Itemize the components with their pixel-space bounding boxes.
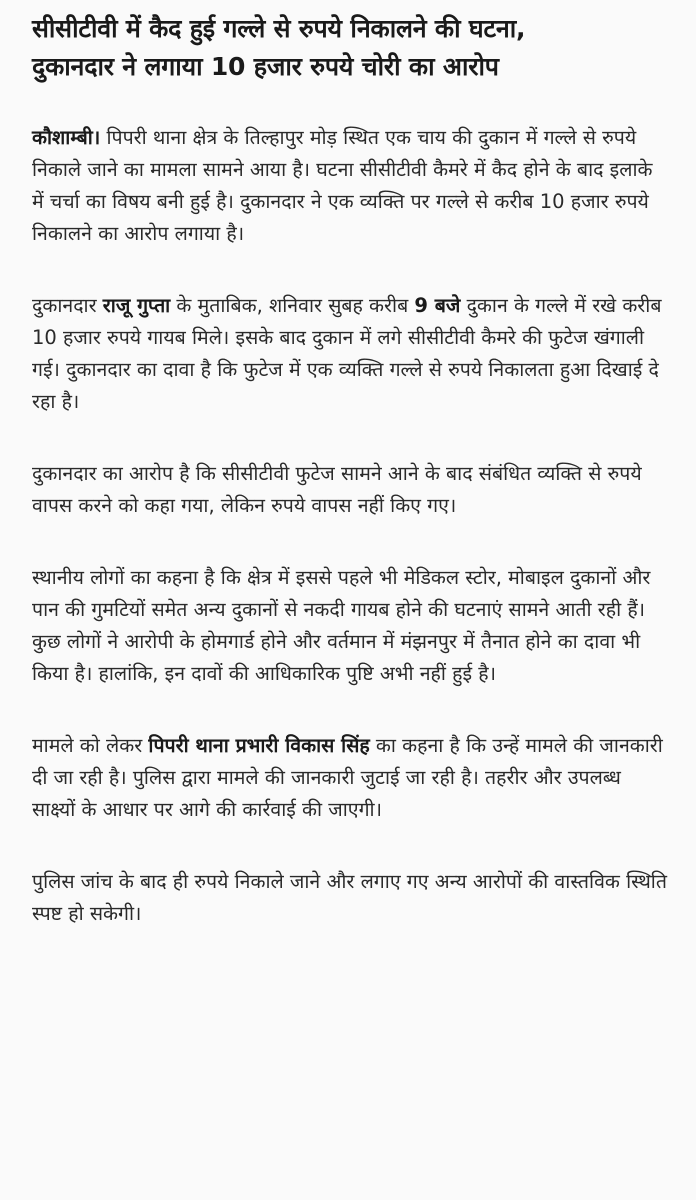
paragraph-5-text-a: मामले को लेकर [32, 734, 149, 757]
police-official-name: पिपरी थाना प्रभारी विकास सिंह [148, 734, 370, 757]
headline-line-2: दुकानदार ने लगाया 10 हजार रुपये चोरी का आरोप [32, 52, 499, 81]
paragraph-3: दुकानदार का आरोप है कि सीसीटीवी फुटेज सामने आने के बाद संबंधित व्यक्ति से रुपये वापस करने को कहा गया, लेकिन रुपये वापस नहीं किए गए। [32, 462, 642, 517]
paragraph-2-text-a: दुकानदार [32, 294, 103, 317]
dateline: कौशाम्बी। [32, 126, 101, 149]
paragraph-5 [32, 730, 668, 826]
incident-time: 9 बजे [414, 294, 461, 317]
headline-line-1: सीसीटीवी में कैद हुई गल्ले से रुपये निकालने की घटना, [32, 14, 526, 43]
paragraph-2-text-b: के मुताबिक, शनिवार सुबह करीब [170, 294, 415, 317]
paragraph-1-text: पिपरी थाना क्षेत्र के तिल्हापुर मोड़ स्थित एक चाय की दुकान में गल्ले से रुपये निकाले जाने का मामला सामने आया है। घटना सीसीटीवी कैमरे में कैद होने के बाद इलाके में चर्चा का विषय बनी हुई है। दुकानदार ने एक व्यक्ति पर गल्ले से करीब 10 हजार रुपये निकालने का आरोप लगाया है। [32, 126, 653, 245]
paragraph-2 [32, 290, 668, 418]
paragraph-5-text-b: का कहना है कि उन्हें मामले की जानकारी दी जा रही है। पुलिस द्वारा मामले की जानकारी जुटाई जा रही है। तहरीर और उपलब्ध साक्ष्यों के आधार पर आगे की कार्रवाई की जाएगी। [32, 734, 663, 821]
paragraph-2-text-c: दुकान के गल्ले में रखे करीब 10 हजार रुपये गायब मिले। इसके बाद दुकान में लगे सीसीटीवी कैमरे की फुटेज खंगाली गई। दुकानदार का दावा है कि फुटेज में एक व्यक्ति गल्ले से रुपये निकालता हुआ दिखाई दे रहा है। [32, 294, 662, 413]
article-headline [32, 10, 668, 86]
paragraph-1 [32, 122, 668, 250]
paragraph-4: स्थानीय लोगों का कहना है कि क्षेत्र में इससे पहले भी मेडिकल स्टोर, मोबाइल दुकानों और पान की गुमटियों समेत अन्य दुकानों से नकदी गायब होने की घटनाएं सामने आती रही हैं। कुछ लोगों ने आरोपी के होमगार्ड होने और वर्तमान में मंझनपुर में तैनात होने का दावा भी किया है। हालांकि, इन दावों की आधिकारिक पुष्टि अभी नहीं हुई है। [32, 566, 651, 685]
shopkeeper-name: राजू गुप्ता [102, 294, 171, 317]
paragraph-6: पुलिस जांच के बाद ही रुपये निकाले जाने और लगाए गए अन्य आरोपों की वास्तविक स्थिति स्पष्ट हो सकेगी। [32, 870, 667, 925]
